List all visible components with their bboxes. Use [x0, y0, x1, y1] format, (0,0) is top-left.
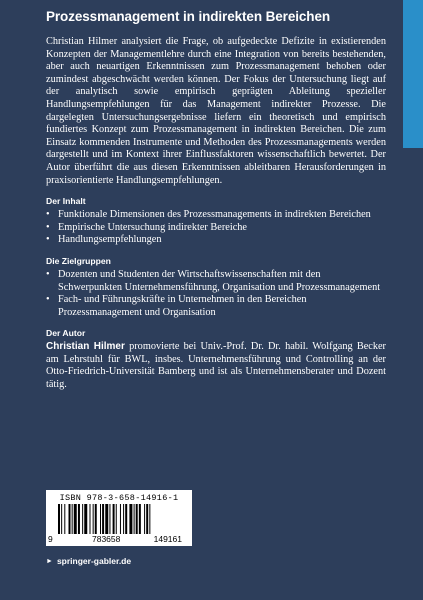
barcode-stripe: [58, 504, 60, 534]
isbn-label: ISBN 978-3-658-14916-1: [59, 493, 179, 503]
isbn-digit-group-1: 783658: [91, 534, 121, 544]
barcode-stripe: [95, 504, 97, 534]
barcode-stripe: [139, 504, 141, 534]
barcode-stripe: [136, 504, 138, 534]
publisher-link[interactable]: [46, 556, 131, 566]
barcode-stripe: [125, 504, 127, 534]
barcode-stripe: [149, 504, 150, 534]
accent-bar: [403, 0, 423, 148]
barcode-stripe: [64, 504, 65, 534]
isbn-digit-group-2: 149161: [153, 534, 182, 544]
barcode-stripe: [144, 504, 145, 534]
arrow-right-icon: ►: [46, 557, 53, 565]
barcode-stripe: [74, 504, 77, 534]
barcode-stripe: [146, 504, 148, 534]
barcode-stripe: [134, 504, 135, 534]
publisher-url: springer-gabler.de: [56, 556, 132, 566]
back-cover-content: [46, 8, 386, 392]
autor-heading: Der Autor: [46, 328, 86, 339]
barcode-stripe: [113, 504, 115, 534]
barcode-stripe: [109, 504, 110, 534]
list-item: • Funktionale Dimensionen des Prozessmanagements in indirekten Bereichen: [46, 209, 386, 222]
barcode-stripe: [61, 504, 62, 534]
book-title: Prozessmanagement in indirekten Bereichen: [46, 9, 330, 24]
barcode-stripe: [120, 504, 121, 534]
author-bio: [46, 341, 386, 391]
list-item: • Fach- und Führungskräfte in Unternehmen in den Bereichen Prozessmanagement und Organisation: [46, 294, 386, 319]
list-item: • Dozenten und Studenten der Wirtschaftswissenschaften mit den Schwerpunkten Unternehmensführung, Organisation und Prozessmanagement: [46, 269, 386, 294]
author-text: promovierte bei Univ.-Prof. Dr. Dr. habil. Wolfgang Becker am Lehrstuhl für BWL, insbes. Unternehmensführung und Controlling an der Otto-Friedrich-Universität Bamberg und ist als Unternehmensberater und Dozent tätig.: [46, 341, 386, 391]
barcode-stripe: [69, 504, 71, 534]
isbn-barcode: [46, 490, 192, 546]
barcode-stripe: [123, 504, 124, 534]
barcode-bars: [58, 504, 184, 534]
barcode-stripe: [116, 504, 117, 534]
barcode-stripe: [100, 504, 101, 534]
zielgruppen-list: [46, 269, 386, 319]
barcode-stripe: [90, 504, 91, 534]
barcode-stripe: [78, 504, 80, 534]
barcode-stripe: [82, 504, 83, 534]
barcode-stripe: [72, 504, 73, 534]
barcode-stripe: [105, 504, 108, 534]
barcode-stripe: [129, 504, 132, 534]
intro-paragraph: Christian Hilmer analysiert die Frage, ob aufgedeckte Defizite in existierenden Konzepten der Managementlehre durch eine Integration von bereits bestehenden, aber auch neuartigen Erkenntnissen zum Prozessmanagement behoben oder zumindest abgeschwächt werden können. Der Fokus der Untersuchung liegt auf der analytisch sowie empirisch geprägten Ableitung spezieller Handlungsempfehlungen für das Management indirekter Prozesse. Die dargelegten Untersuchungsergebnisse liefern ein theoretisch und empirisch fundiertes Konzept zum Prozessmanagement in indirekten Bereichen. Die zum Einsatz kommenden Instrumente und Methoden des Prozessmanagements werden dargestellt und im Kontext ihrer Einflussfaktoren wissenschaftlich bewertet. Der Autor überführt die aus diesen Erkenntnissen ableitbaren Herausforderungen in praxisorientierte Handlungsempfehlungen.: [46, 36, 386, 186]
list-item: • Handlungsempfehlungen: [46, 234, 386, 247]
zielgruppen-heading: Die Zielgruppen: [46, 255, 111, 266]
barcode-stripe: [102, 504, 104, 534]
barcode-stripe: [93, 504, 94, 534]
isbn-digit-lead: 9: [48, 534, 53, 544]
author-name: Christian Hilmer: [46, 341, 125, 353]
inhalt-heading: Der Inhalt: [46, 196, 86, 207]
inhalt-list: [46, 209, 386, 247]
isbn-digits: [48, 534, 190, 544]
barcode-stripe: [84, 504, 87, 534]
list-item: • Empirische Untersuchung indirekter Bereiche: [46, 222, 386, 235]
